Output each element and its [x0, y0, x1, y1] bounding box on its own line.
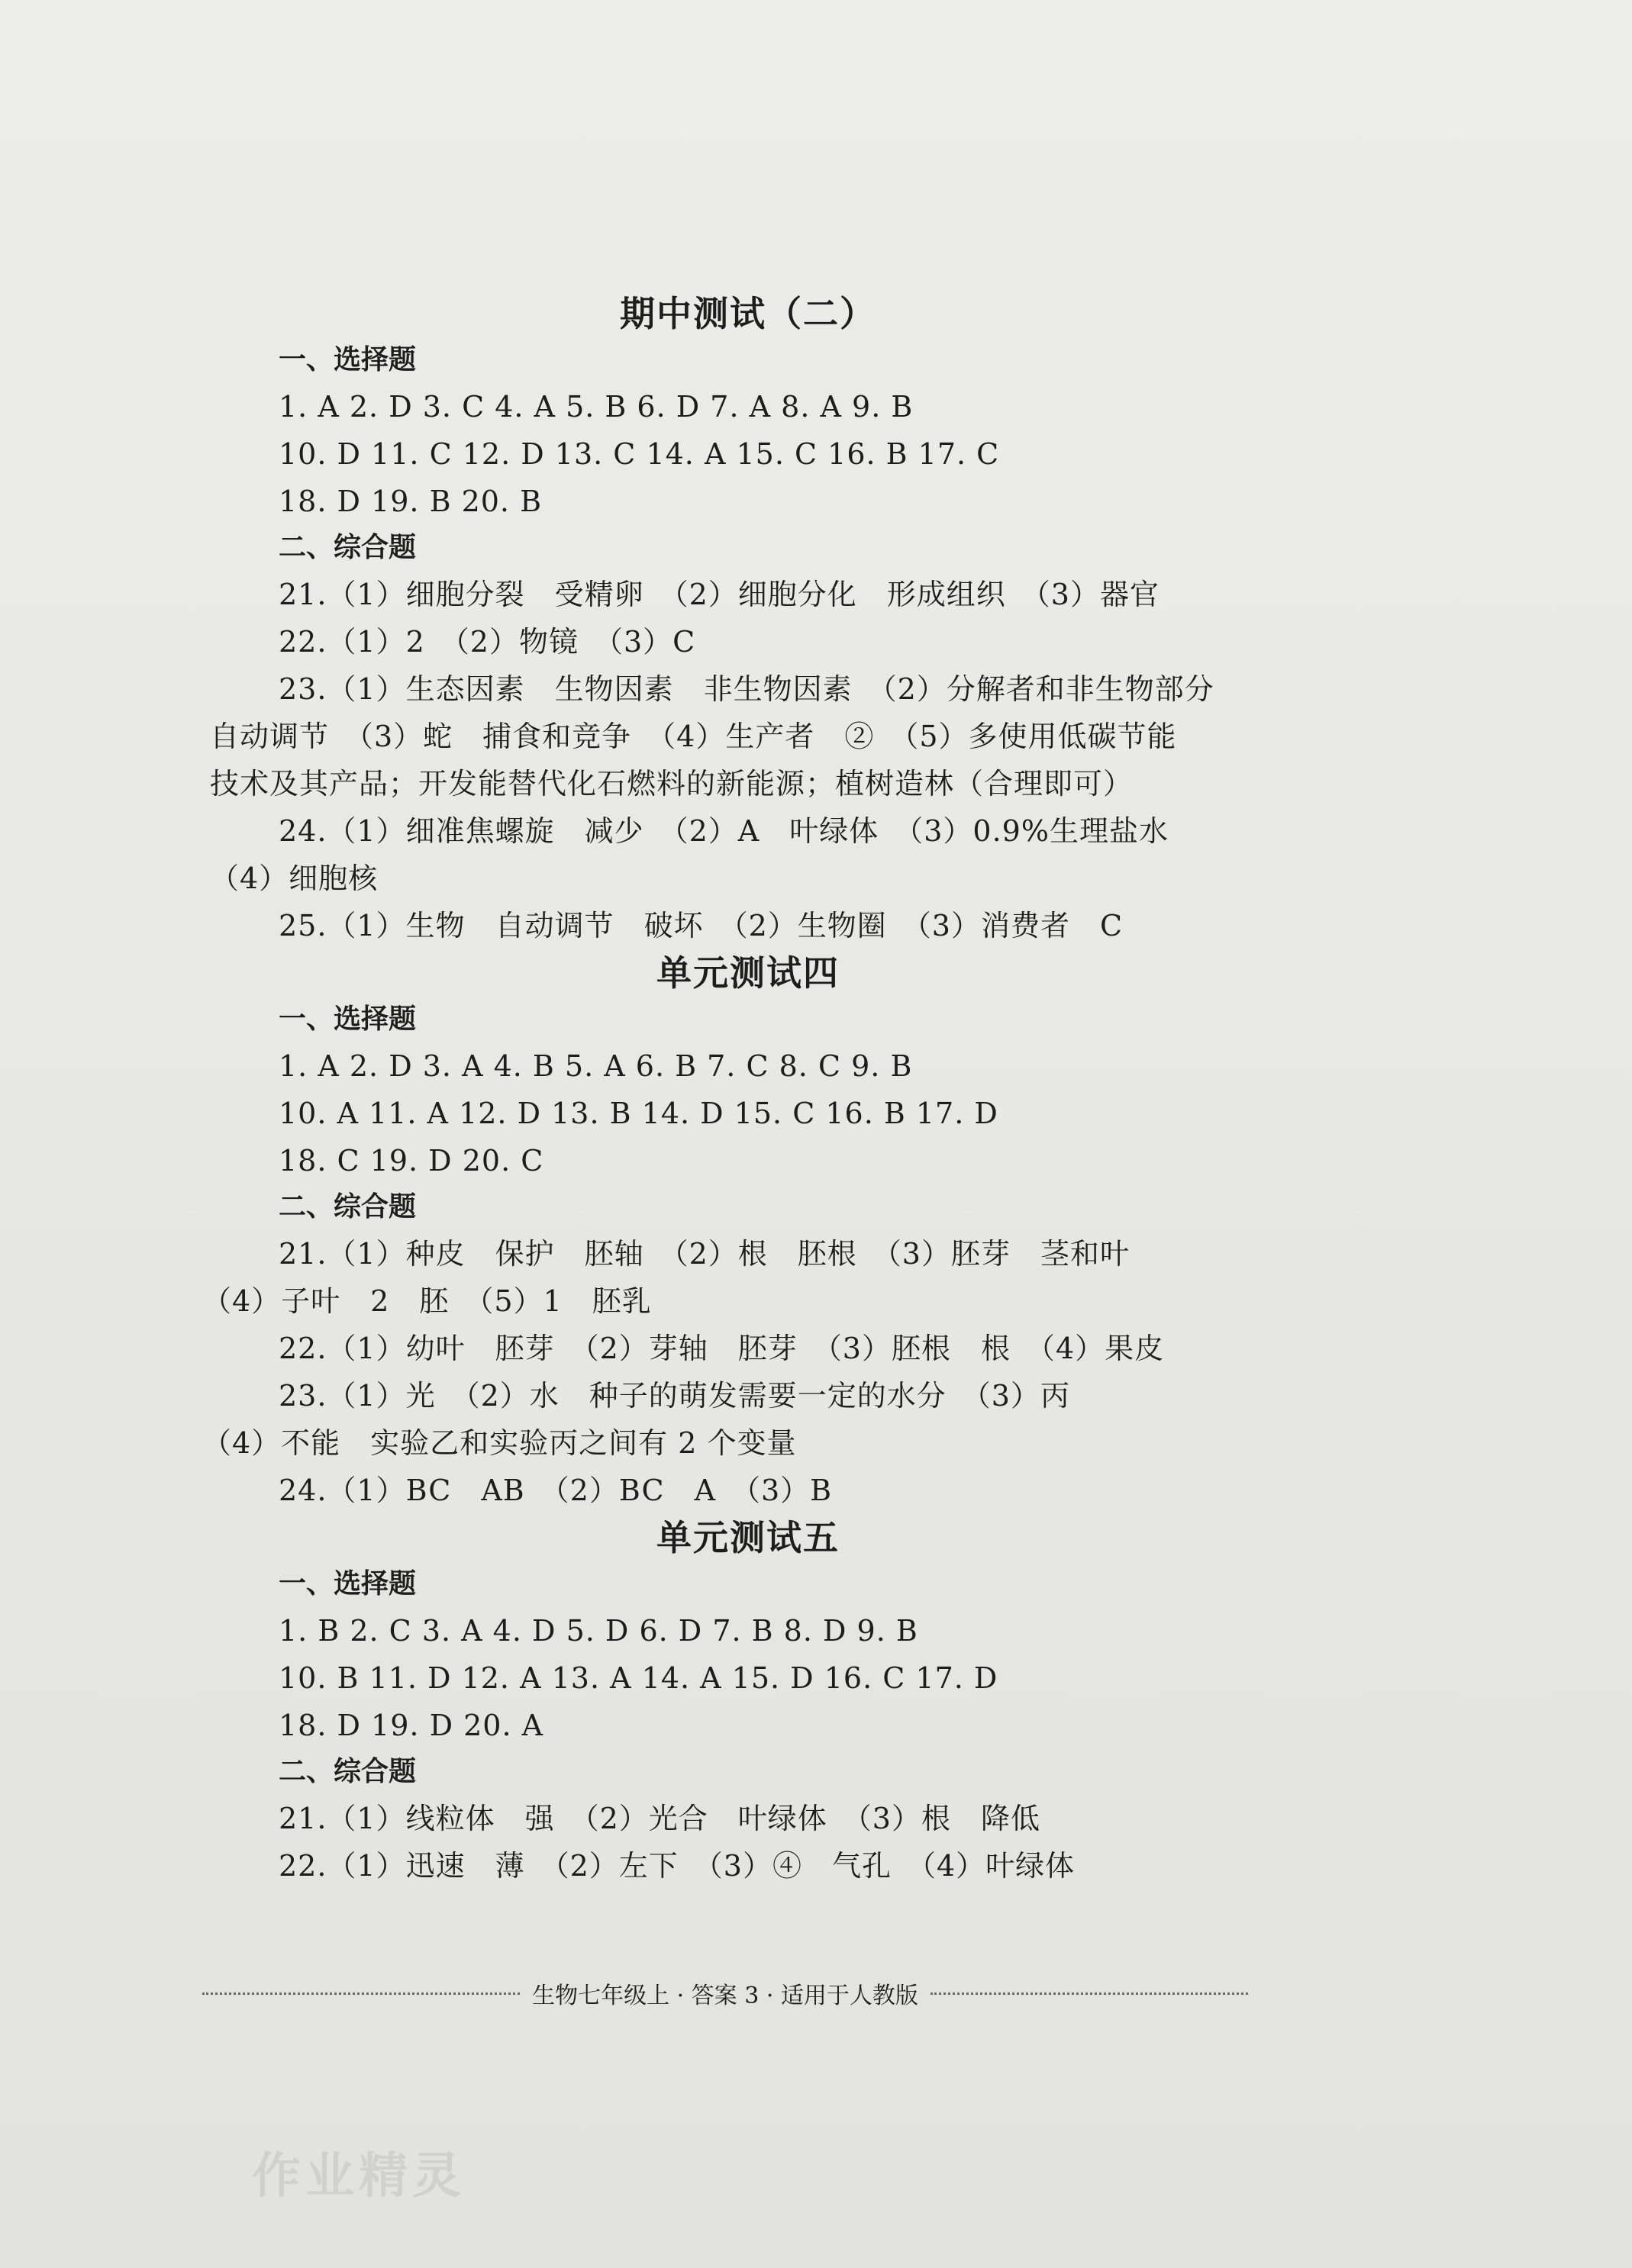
answer-content	[202, 290, 1294, 1889]
answer-line: 18. C 19. D 20. C	[279, 1144, 544, 1177]
subheading-choice: 一、选择题	[279, 344, 417, 375]
answer-line: 23.（1）生态因素 生物因素 非生物因素 （2）分解者和非生物部分	[279, 672, 1214, 706]
answer-line: 21.（1）种皮 保护 胚轴 （2）根 胚根 （3）胚芽 茎和叶	[279, 1237, 1130, 1271]
answer-line: 18. D 19. D 20. A	[279, 1709, 544, 1742]
answer-line: 25.（1）生物 自动调节 破坏 （2）生物圈 （3）消费者 C	[279, 909, 1124, 942]
subheading-comprehensive: 二、综合题	[279, 1191, 417, 1223]
answer-line: 21.（1）细胞分裂 受精卵 （2）细胞分化 形成组织 （3）器官	[279, 578, 1159, 611]
section-title: 单元测试四	[656, 952, 840, 994]
section-title: 期中测试（二）	[620, 293, 876, 334]
subheading-choice: 一、选择题	[279, 1568, 417, 1600]
section-unit-four	[202, 949, 1294, 1514]
answer-line: 23.（1）光 （2）水 种子的萌发需要一定的水分 （3）丙	[279, 1379, 1070, 1413]
answer-line: 18. D 19. B 20. B	[279, 485, 543, 518]
answer-line: 10. B 11. D 12. A 13. A 14. A 15. D 16. C 17. D	[279, 1661, 998, 1695]
subheading-comprehensive: 二、综合题	[279, 1756, 417, 1787]
answer-line: 1. B 2. C 3. A 4. D 5. D 6. D 7. B 8. D 9. B	[279, 1614, 918, 1648]
subheading-choice: 一、选择题	[279, 1004, 417, 1035]
answer-line: 24.（1）细准焦螺旋 减少 （2）A 叶绿体 （3）0.9%生理盐水	[279, 814, 1169, 848]
answer-line: 22.（1）迅速 薄 （2）左下 （3）④ 气孔 （4）叶绿体	[279, 1849, 1076, 1883]
watermark: 作业精灵	[252, 2147, 466, 2205]
section-midterm	[202, 290, 1294, 949]
footer-divider-right	[930, 1993, 1248, 1995]
page-footer	[202, 1976, 1248, 2010]
footer-text: 生物七年级上 · 答案 3 · 适用于人教版	[532, 1983, 918, 2009]
footer-divider-left	[202, 1993, 520, 1995]
answer-line: （4）细胞核	[210, 862, 379, 895]
answer-line: 21.（1）线粒体 强 （2）光合 叶绿体 （3）根 降低	[279, 1802, 1040, 1835]
answer-line: 22.（1）2 （2）物镜 （3）C	[279, 625, 696, 659]
answer-line: 24.（1）BC AB （2）BC A （3）B	[279, 1474, 833, 1507]
answer-line: 10. A 11. A 12. D 13. B 14. D 15. C 16. B 17. D	[279, 1097, 998, 1130]
subheading-comprehensive: 二、综合题	[279, 532, 417, 563]
answer-line: 1. A 2. D 3. A 4. B 5. A 6. B 7. C 8. C 9. B	[279, 1049, 913, 1083]
section-title: 单元测试五	[656, 1517, 840, 1558]
answer-line: 技术及其产品；开发能替代化石燃料的新能源；植树造林（合理即可）	[210, 767, 1134, 801]
answer-line: 22.（1）幼叶 胚芽 （2）芽轴 胚芽 （3）胚根 根 （4）果皮	[279, 1332, 1165, 1365]
answer-line: 1. A 2. D 3. C 4. A 5. B 6. D 7. A 8. A 9. B	[279, 390, 914, 424]
answer-line: （4）不能 实验乙和实验丙之间有 2 个变量	[202, 1426, 797, 1460]
answer-line: （4）子叶 2 胚 （5）1 胚乳	[202, 1284, 652, 1318]
answer-line: 自动调节 （3）蛇 捕食和竞争 （4）生产者 ② （5）多使用低碳节能	[210, 720, 1177, 753]
answer-line: 10. D 11. C 12. D 13. C 14. A 15. C 16. B 17. C	[279, 437, 1000, 471]
section-unit-five	[202, 1514, 1294, 1889]
